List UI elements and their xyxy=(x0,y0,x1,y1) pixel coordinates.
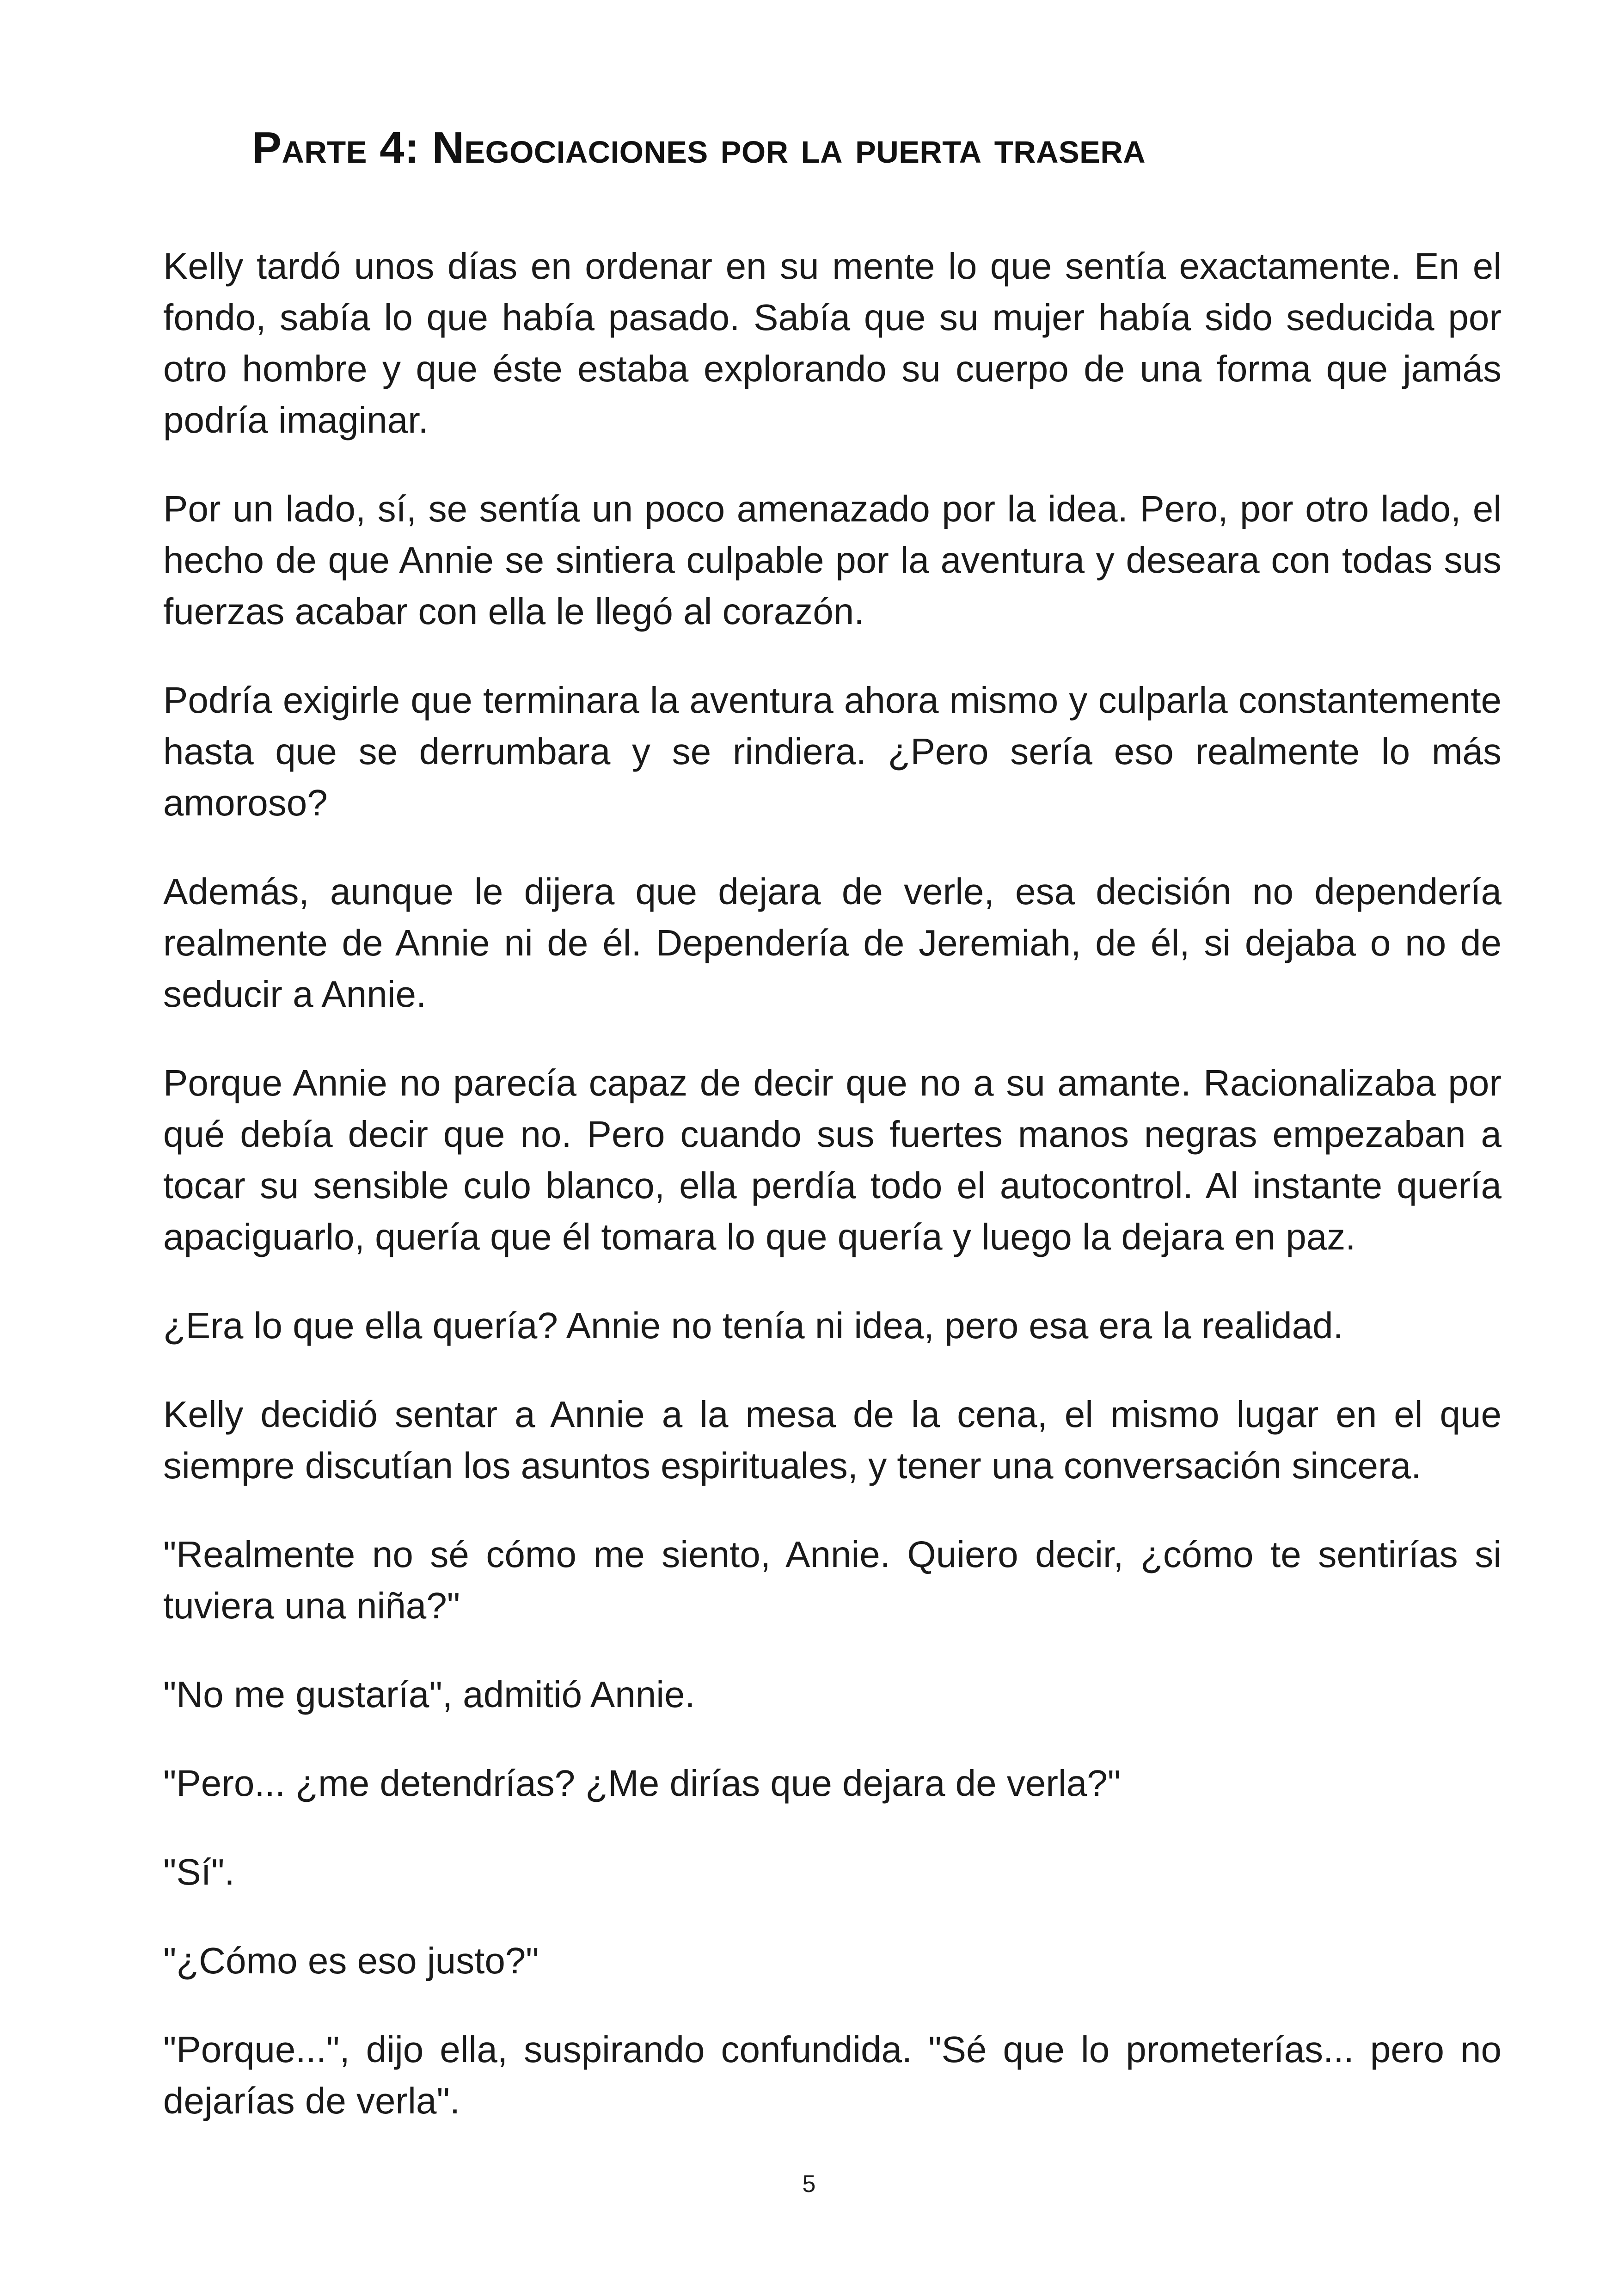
paragraph: "Porque...", dijo ella, suspirando confundida. "Sé que lo prometerías... pero no dejarías de verla". xyxy=(163,2029,1502,2121)
chapter-title: Parte 4: Negociaciones por la puerta trasera xyxy=(252,123,1146,172)
page-number: 5 xyxy=(802,2171,816,2198)
paragraph: Por un lado, sí, se sentía un poco amenazado por la idea. Pero, por otro lado, el hecho de que Annie se sintiera culpable por la aventura y deseara con todas sus fuerzas acabar con ella le llegó al corazón. xyxy=(163,488,1502,632)
paragraph: Kelly decidió sentar a Annie a la mesa de la cena, el mismo lugar en el que siempre discutían los asuntos espirituales, y tener una conversación sincera. xyxy=(163,1394,1502,1486)
paragraph: "Realmente no sé cómo me siento, Annie. Quiero decir, ¿cómo te sentirías si tuviera una niña?" xyxy=(163,1534,1502,1626)
paragraph: "Pero... ¿me detendrías? ¿Me dirías que dejara de verla?" xyxy=(163,1763,1121,1804)
paragraph: Podría exigirle que terminara la aventura ahora mismo y culparla constantemente hasta que se derrumbara y se rindiera. ¿Pero sería eso realmente lo más amoroso? xyxy=(163,680,1502,823)
body-text xyxy=(163,240,1502,2164)
paragraph: Porque Annie no parecía capaz de decir que no a su amante. Racionalizaba por qué debía decir que no. Pero cuando sus fuertes manos negras empezaban a tocar su sensible culo blanco, ella perdía todo el autocontrol. Al instante quería apaciguarlo, quería que él tomara lo que quería y luego la dejara en paz. xyxy=(163,1062,1502,1257)
paragraph: Además, aunque le dijera que dejara de verle, esa decisión no dependería realmente de Annie ni de él. Dependería de Jeremiah, de él, si dejaba o no de seducir a Annie. xyxy=(163,871,1502,1015)
paragraph: Kelly tardó unos días en ordenar en su mente lo que sentía exactamente. En el fondo, sabía lo que había pasado. Sabía que su mujer había sido seducida por otro hombre y que éste estaba explorando su cuerpo de una forma que jamás podría imaginar. xyxy=(163,245,1502,441)
paragraph: ¿Era lo que ella quería? Annie no tenía ni idea, pero esa era la realidad. xyxy=(163,1305,1343,1346)
paragraph: "No me gustaría", admitió Annie. xyxy=(163,1674,695,1715)
paragraph: "Sí". xyxy=(163,1851,235,1892)
paragraph: "¿Cómo es eso justo?" xyxy=(163,1940,539,1981)
